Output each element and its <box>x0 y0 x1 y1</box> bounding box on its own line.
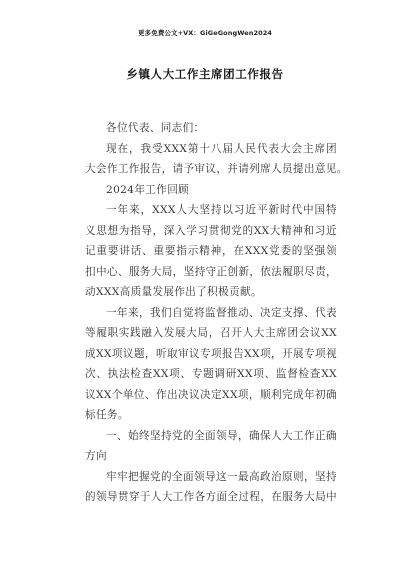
body-line: 现在，我受XXX第十八届人民代表大会主席团 <box>106 142 337 155</box>
document-body <box>85 118 348 508</box>
body-line: 次、执法检查XX项、专题调研XX项、监督检查XX <box>85 368 337 380</box>
body-line: 方向 <box>85 450 107 462</box>
body-line: 2024年工作回顾 <box>106 183 190 196</box>
body-line: 记重要讲话、重要指示精神，在XXX党委的坚强领 <box>85 245 337 257</box>
header-note: 更多免费公文+VX：GiGeGongWen2024 <box>138 29 272 37</box>
body-line: 一年来，我们自觉将监督推动、决定支撑、代表 <box>106 306 337 319</box>
body-line: 各位代表、同志们： <box>106 122 205 134</box>
body-line: 一、始终坚持党的全面领导，确保人大工作正确 <box>106 429 337 442</box>
body-line: 标任务。 <box>85 409 129 421</box>
body-line: 一年来，XXX人大坚持以习近平新时代中国特 <box>106 204 337 216</box>
body-line: 成XX项议题，听取审议专项报告XX项，开展专项视 <box>85 347 337 360</box>
body-line: 牢牢把握党的全面领导这一最高政治原则，坚持 <box>106 470 337 483</box>
document-title: 乡镇人大工作主席团工作报告 <box>126 67 284 81</box>
body-line: 等履职实践融入发展大局，召开人大主席团会议XX <box>85 327 337 339</box>
body-line: 议XX个单位、作出决议决定XX项，顺利完成年初确 <box>85 388 337 401</box>
body-line: 义思想为指导，深入学习贯彻党的XX大精神和习近 <box>85 224 337 237</box>
body-line: 大会作工作报告，请予审议，并请列席人员提出意见。 <box>85 163 348 175</box>
body-line: 扣中心、服务大局，坚持守正创新，依法履职尽责， <box>85 265 337 278</box>
body-line: 的领导贯穿于人大工作各方面全过程，在服务大局中 <box>85 491 337 503</box>
body-line: 动XXX高质量发展作出了积极贡献。 <box>85 286 262 298</box>
